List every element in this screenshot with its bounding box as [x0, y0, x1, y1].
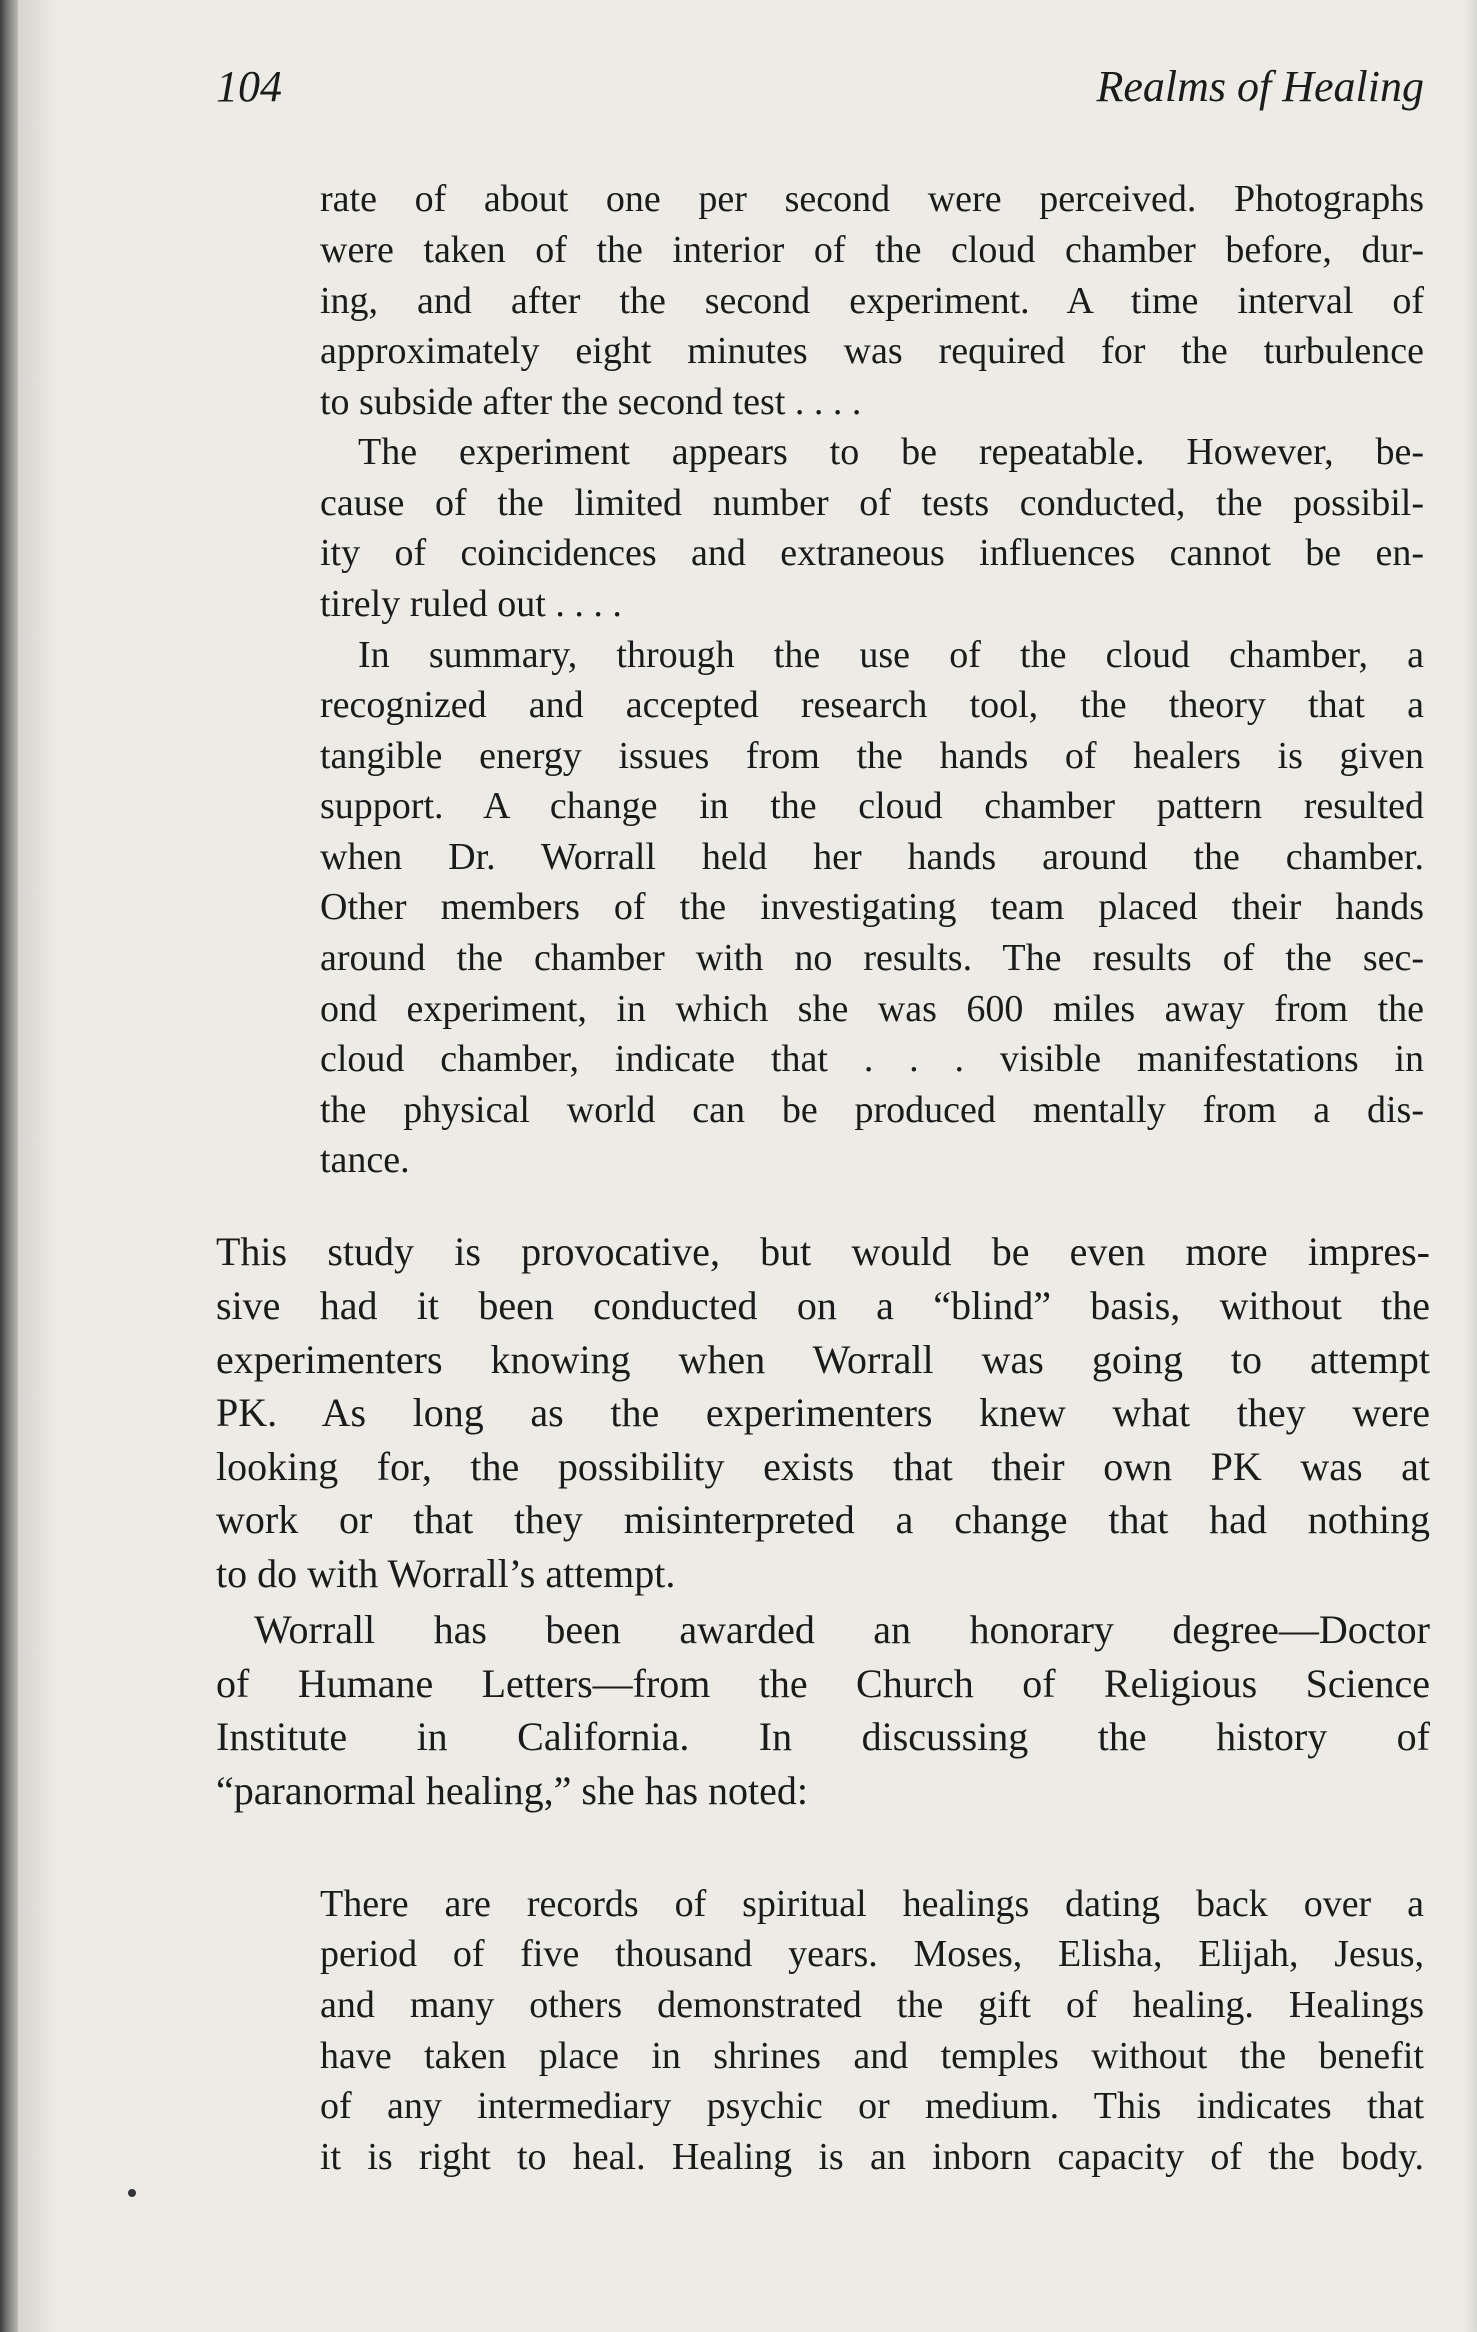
body-line: of Humane Letters—from the Church of Religious Science: [216, 1661, 1430, 1706]
quote-line: ity of coincidences and extraneous influences cannot be en-: [320, 532, 1424, 574]
quote-line: recognized and accepted research tool, the theory that a: [320, 684, 1424, 726]
body-line: to do with Worrall’s attempt.: [216, 1551, 676, 1596]
quote-line: and many others demonstrated the gift of healing. Healings: [320, 1984, 1424, 2026]
quote-line: In summary, through the use of the cloud chamber, a: [358, 634, 1424, 676]
body-line: Institute in California. In discussing the history of: [216, 1714, 1430, 1759]
quote-line: tance.: [320, 1139, 410, 1181]
body-line: looking for, the possibility exists that their own PK was at: [216, 1444, 1430, 1489]
gutter-shade: [18, 0, 58, 2332]
quote-line: when Dr. Worrall held her hands around the chamber.: [320, 836, 1424, 878]
body-line: Worrall has been awarded an honorary degree—Doctor: [254, 1607, 1430, 1652]
page-header: [216, 57, 1424, 117]
quote-line: tangible energy issues from the hands of healers is given: [320, 735, 1424, 777]
quote-line: cloud chamber, indicate that . . . visible manifestations in: [320, 1038, 1424, 1080]
body-line: PK. As long as the experimenters knew what they were: [216, 1390, 1430, 1435]
page-edge: [1463, 0, 1477, 2332]
quote-line: ing, and after the second experiment. A time interval of: [320, 280, 1424, 322]
book-spine-shadow: [0, 0, 18, 2332]
quote-line: The experiment appears to be repeatable. However, be-: [358, 431, 1424, 473]
body-line: This study is provocative, but would be even more impres-: [216, 1229, 1430, 1274]
running-head: Realms of Healing: [1096, 62, 1424, 111]
quote-line: rate of about one per second were perceived. Photographs: [320, 178, 1424, 220]
quote-line: it is right to heal. Healing is an inborn capacity of the body.: [320, 2136, 1424, 2178]
body-line: “paranormal healing,” she has noted:: [216, 1768, 808, 1813]
quote-line: cause of the limited number of tests conducted, the possibil-: [320, 482, 1424, 524]
body-line: sive had it been conducted on a “blind” basis, without the: [216, 1283, 1430, 1328]
quote-line: to subside after the second test . . . .: [320, 381, 862, 423]
quote-line: tirely ruled out . . . .: [320, 583, 622, 625]
body-line: work or that they misinterpreted a change that had nothing: [216, 1497, 1430, 1542]
page-number: 104: [216, 62, 282, 111]
quote-line: period of five thousand years. Moses, Elisha, Elijah, Jesus,: [320, 1933, 1424, 1975]
quote-line: the physical world can be produced mentally from a dis-: [320, 1089, 1424, 1131]
body-line: experimenters knowing when Worrall was going to attempt: [216, 1337, 1430, 1382]
quote-line: were taken of the interior of the cloud chamber before, dur-: [320, 229, 1424, 271]
quote-line: have taken place in shrines and temples without the benefit: [320, 2035, 1424, 2077]
quote-line: approximately eight minutes was required for the turbulence: [320, 330, 1424, 372]
quote-line: There are records of spiritual healings dating back over a: [320, 1883, 1424, 1925]
ink-speck: [128, 2189, 136, 2197]
quote-line: ond experiment, in which she was 600 miles away from the: [320, 988, 1424, 1030]
quote-line: around the chamber with no results. The results of the sec-: [320, 937, 1424, 979]
quote-line: support. A change in the cloud chamber pattern resulted: [320, 785, 1424, 827]
quote-line: Other members of the investigating team placed their hands: [320, 886, 1424, 928]
quote-line: of any intermediary psychic or medium. This indicates that: [320, 2085, 1424, 2127]
